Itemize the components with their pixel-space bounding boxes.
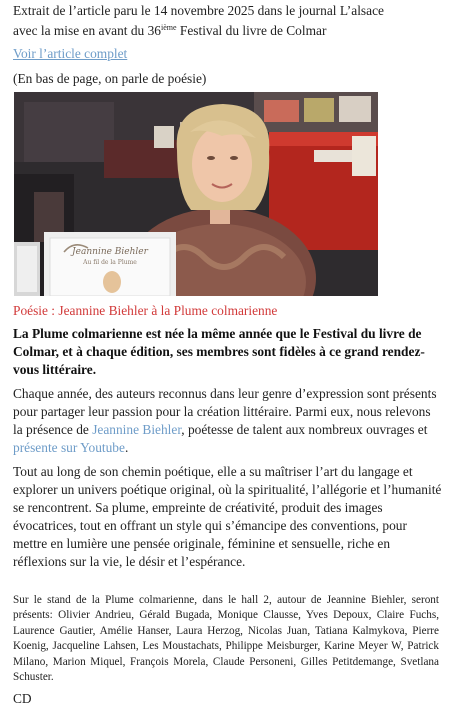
intro-text — [13, 2, 438, 39]
paragraph-2: Tout au long de son chemin poétique, elle a su maîtriser l’art du langage et explorer un univers poétique original, où la spiritualité, l’allégorie et l’humanité se rencontrent. Sa plume, empreinte de créativité, produit des images évocatrices, tout en offrant un style qui s’émancipe des conventions, pour mettre en lumière une pensée originale, féminine et sensuelle, riche en réflexions sur la vie, le désir et l’espérance. — [13, 464, 442, 569]
lead-paragraph: La Plume colmarienne est née la même année que le Festival du livre de Colmar, et à chaque édition, ses membres sont fidèles à ce grand rendez-vous littéraire. — [13, 326, 425, 377]
article-photo — [14, 92, 378, 296]
full-article-link[interactable]: Voir l’article complet — [13, 46, 128, 61]
author-initials: CD — [13, 691, 32, 706]
paragraph-1-part-1: Chaque année, des auteurs reconnus dans leur genre d’expression sont présents pour partager leur passion pour la création littéraire. Parmi eux, nous relevons la présence de — [13, 386, 437, 437]
intro-ordinal-sup: ième — [160, 23, 177, 32]
paragraph-1-part-2: , poétesse de talent aux nombreux ouvrages et — [181, 422, 428, 437]
participants-paragraph: Sur le stand de la Plume colmarienne, dans le hall 2, autour de Jeannine Biehler, seront présents: Olivier Andrieu, Gérald Bugada, Monique Clausse, Yves Depoux, Claire Fuchs, Laurence Gautier, Amélie Hanser, Laura Herzog, Nicolas Juan, Tatiana Kalmykova, Pierre Koenig, Jacqueline Lahsen, Les Moustachats, Philippe Meisburger, Karine Meyer W, Patrick Milano, Marion Miquel, François Morela, Claude Personeni, Gilles Petitdemange, Svetlana Schuster. — [13, 594, 439, 684]
intro-line-2-suffix: Festival du livre de Colmar — [176, 23, 327, 38]
paragraph-1-part-3: . — [124, 440, 129, 455]
photo-caption: Poésie : Jeannine Biehler à la Plume colmarienne — [13, 303, 278, 318]
book-subtitle: Au fil de la Plume — [83, 259, 137, 266]
author-link[interactable]: Jeannine Biehler — [92, 422, 182, 437]
intro-line-2-prefix: avec la mise en avant du 36 — [13, 23, 161, 38]
page-note: (En bas de page, on parle de poésie) — [13, 71, 207, 86]
intro-line-2 — [13, 19, 438, 39]
intro-line-1: Extrait de l’article paru le 14 novembre 2025 dans le journal L’alsace — [13, 3, 384, 18]
paragraph-1 — [13, 385, 443, 457]
book-title: Jeannine Biehler — [72, 247, 148, 257]
youtube-link[interactable]: présente sur Youtube — [13, 440, 125, 455]
